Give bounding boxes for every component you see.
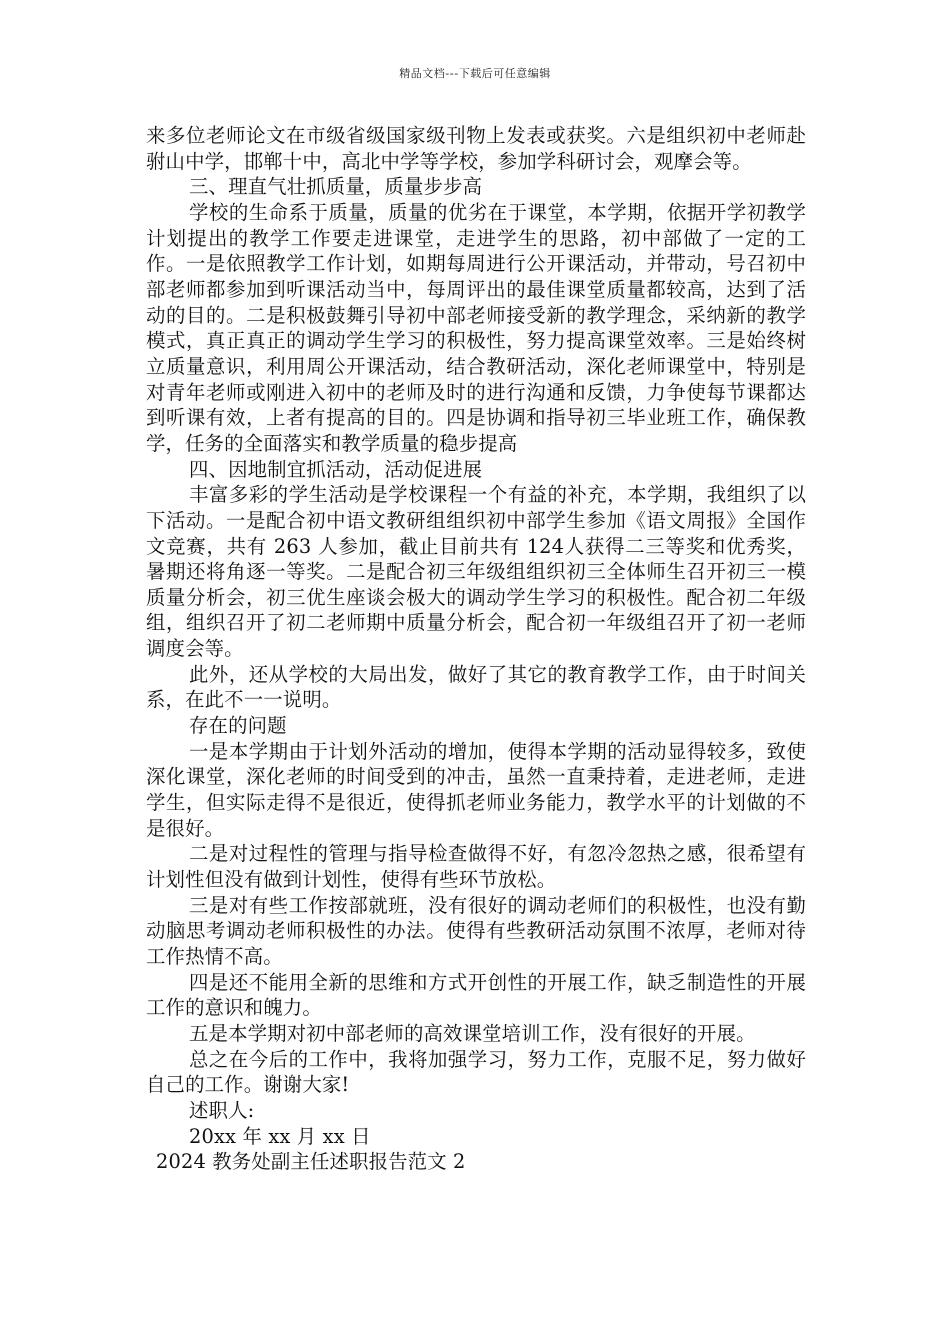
signature-label: 述职人: bbox=[189, 1098, 255, 1122]
paragraph-problem-2: 二是对过程性的管理与指导检查做得不好，有忽冷忽热之感，很希望有计划性但没有做到计划性，使得有些环节放松。 bbox=[146, 842, 806, 892]
paragraph-quality: 学校的生命系于质量，质量的优劣在于课堂，本学期，依据开学初教学计划提出的教学工作要走进课堂，走进学生的思路，初中部做了一定的工作。一是依照教学工作计划，如期每周进行公开课活动，并带动，号召初中部老师都参加到听课活动当中，每周评出的最佳课堂质量都较高，达到了活动的目的。二是积极鼓舞引导初中部老师接受新的教学理念，采纳新的教学模式，真正真正的调动学生学习的积极性，努力提高课堂效率。三是始终树立质量意识，利用周公开课活动，结合教研活动，深化老师课堂中，特别是对青年老师或刚进入初中的老师及时的进行沟通和反馈，力争使每节课都达到听课有效，上者有提高的目的。四是协调和指导初三毕业班工作，确保教学，任务的全面落实和教学质量的稳步提高 bbox=[146, 200, 806, 455]
paragraph-activities: 丰富多彩的学生活动是学校课程一个有益的补充，本学期，我组织了以下活动。一是配合初中语文教研组组织初中部学生参加《语文周报》全国作文竞赛，共有 263 人参加，截止目前共有 124人获得二三等奖和优秀奖，暑期还将角逐一等奖。二是配合初三年级组组织初三全体师生召开初三一模质量分析会，初三优生座谈会极大的调动学生学习的积极性。配合初二年级组，组织召开了初二老师期中质量分析会，配合初一年级组召开了初一老师调度会等。 bbox=[146, 483, 806, 661]
paragraph-continuation: 来多位老师论文在市级省级国家级刊物上发表或获奖。六是组织初中老师赴驸山中学，邯郸十中，高北中学等学校，参加学科研讨会，观摩会等。 bbox=[146, 124, 806, 173]
paragraph-problem-3: 三是对有些工作按部就班，没有很好的调动老师们的积极性，也没有勤动脑思考调动老师积极性的办法。使得有些教研活动氛围不浓厚，老师对待工作热情不高。 bbox=[146, 893, 806, 968]
section-heading-quality: 三、理直气壮抓质量，质量步步高 bbox=[189, 175, 483, 199]
paragraph-problem-1: 一是本学期由于计划外活动的增加，使得本学期的活动显得较多，致使深化课堂，深化老师的时间受到的冲击，虽然一直秉持着，走进老师，走进学生，但实际走得不是很近，使得抓老师业务能力，教学水平的计划做的不是很好。 bbox=[146, 739, 806, 840]
document-body bbox=[146, 123, 806, 1175]
signature-date: 20xx 年 xx 月 xx 日 bbox=[189, 1124, 371, 1148]
page-header: 精品文档---下载后可任意编辑 bbox=[399, 67, 551, 80]
paragraph-problem-4: 四是还不能用全新的思维和方式开创性的开展工作，缺乏制造性的开展工作的意识和魄力。 bbox=[146, 970, 806, 1020]
section-heading-problems: 存在的问题 bbox=[189, 714, 287, 738]
paragraph-conclusion: 总之在今后的工作中，我将加强学习，努力工作，克服不足，努力做好自己的工作。谢谢大家! bbox=[146, 1047, 806, 1097]
section-heading-activities: 四、因地制宜抓活动，活动促进展 bbox=[189, 457, 483, 481]
paragraph-problem-5: 五是本学期对初中部老师的高效课堂培训工作，没有很好的开展。 bbox=[189, 1021, 756, 1045]
paragraph-other-work: 此外，还从学校的大局出发，做好了其它的教育教学工作，由于时间关系，在此不一一说明。 bbox=[146, 662, 806, 712]
next-document-title: 2024 教务处副主任述职报告范文 2 bbox=[156, 1150, 466, 1174]
